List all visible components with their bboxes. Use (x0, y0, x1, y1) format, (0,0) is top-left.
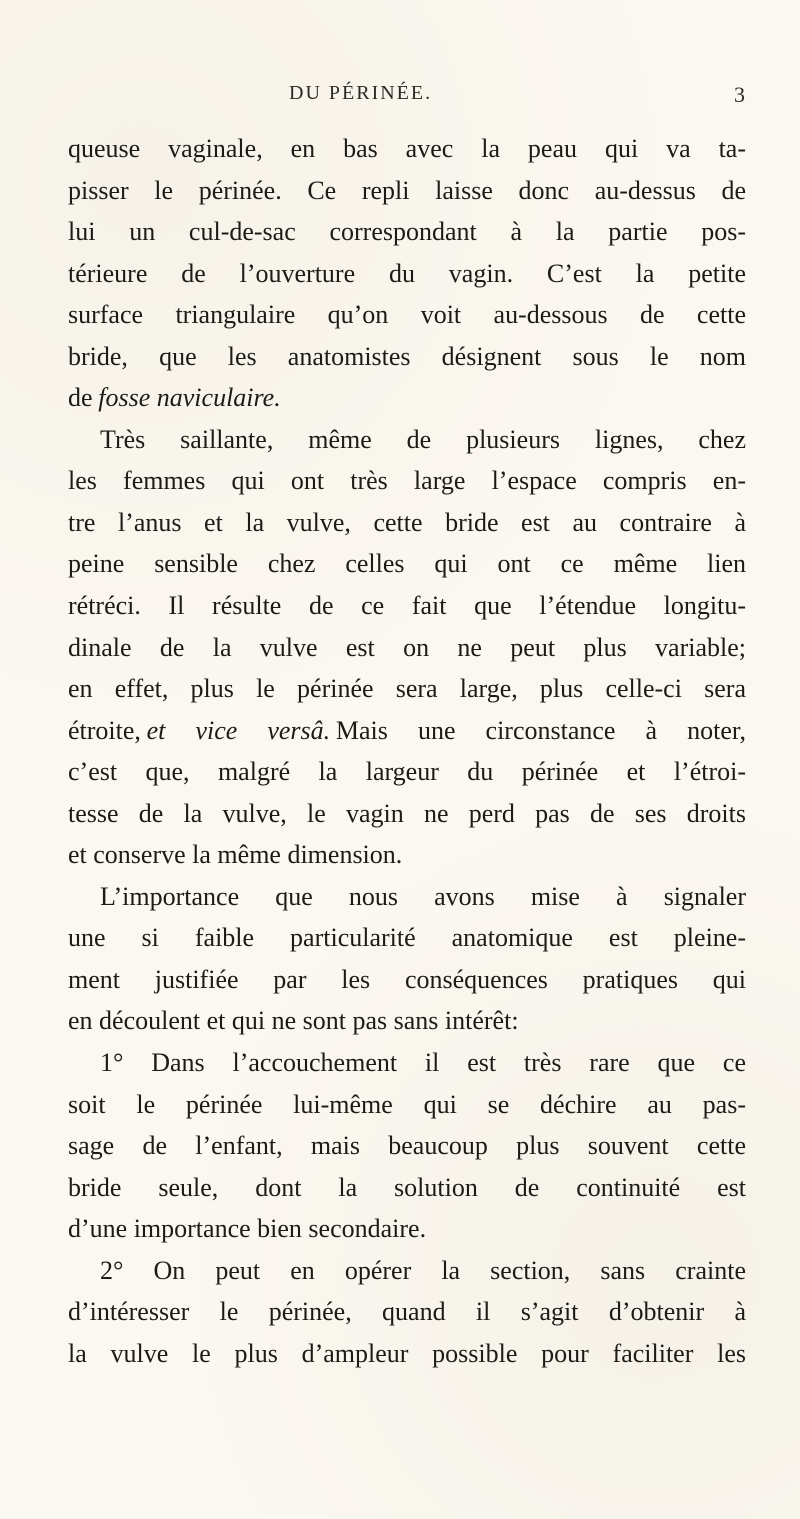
line-15-prefix: étroite, (68, 715, 141, 745)
running-title: DU PÉRINÉE. (289, 82, 433, 104)
text-line-16: c’est que, malgré la largeur du périnée et l’étroi- (68, 757, 746, 787)
text-line-2: pisser le périnée. Ce repli laisse donc au-dessus de (68, 175, 746, 205)
text-line-21: ment justifiée par les conséquences pratiques qui (68, 964, 746, 994)
fosse-naviculaire-term: fosse naviculaire. (98, 383, 281, 413)
text-line-15 (68, 710, 746, 752)
text-line-12: rétréci. Il résulte de ce fait que l’étendue longitu- (68, 591, 746, 621)
text-line-9: les femmes qui ont très large l’espace compris en- (68, 466, 746, 496)
text-line-11: peine sensible chez celles qui ont ce même lien (68, 549, 746, 579)
text-line-5: surface triangulaire qu’on voit au-dessous de cette (68, 300, 746, 330)
text-line-20: une si faible particularité anatomique est pleine- (68, 923, 746, 953)
text-line-24: soit le périnée lui-même qui se déchire au pas- (68, 1089, 746, 1119)
line-7-prefix: de (68, 383, 93, 413)
text-line-23: 1° Dans l’accouchement il est très rare que ce (100, 1048, 746, 1078)
text-line-14: en effet, plus le périnée sera large, plus celle-ci sera (68, 674, 746, 704)
text-line-3: lui un cul-de-sac correspondant à la partie pos- (68, 217, 746, 247)
text-line-8: Très saillante, même de plusieurs lignes, chez (100, 424, 746, 454)
text-line-13: dinale de la vulve est on ne peut plus variable; (68, 632, 746, 662)
text-line-10: tre l’anus et la vulve, cette bride est au contraire à (68, 507, 746, 537)
line-15-suffix: Mais une circonstance à noter, (335, 715, 746, 745)
text-line-25: sage de l’enfant, mais beaucoup plus souvent cette (68, 1131, 746, 1161)
text-line-28: 2° On peut en opérer la section, sans crainte (100, 1255, 746, 1285)
text-line-19: L’importance que nous avons mise à signaler (100, 881, 746, 911)
text-line-6: bride, que les anatomistes désignent sous le nom (68, 341, 746, 371)
running-head (0, 82, 800, 112)
text-line-30: la vulve le plus d’ampleur possible pour faciliter les (68, 1338, 746, 1368)
text-line-4: térieure de l’ouverture du vagin. C’est la petite (68, 258, 746, 288)
body-text (68, 128, 746, 1374)
text-line-29: d’intéresser le périnée, quand il s’agit d’obtenir à (68, 1297, 746, 1327)
text-line-17: tesse de la vulve, le vagin ne perd pas de ses droits (68, 798, 746, 828)
text-line-26: bride seule, dont la solution de continuité est (68, 1172, 746, 1202)
text-line-18: et conserve la même dimension. (68, 840, 403, 870)
text-line-1: queuse vaginale, en bas avec la peau qui va ta- (68, 134, 746, 163)
et-vice-versa-phrase: et vice versâ. (146, 715, 331, 745)
page-number: 3 (734, 82, 745, 107)
text-line-7 (68, 377, 746, 419)
text-line-27: d’une importance bien secondaire. (68, 1214, 427, 1244)
text-line-22: en découlent et qui ne sont pas sans intérêt: (68, 1006, 519, 1036)
